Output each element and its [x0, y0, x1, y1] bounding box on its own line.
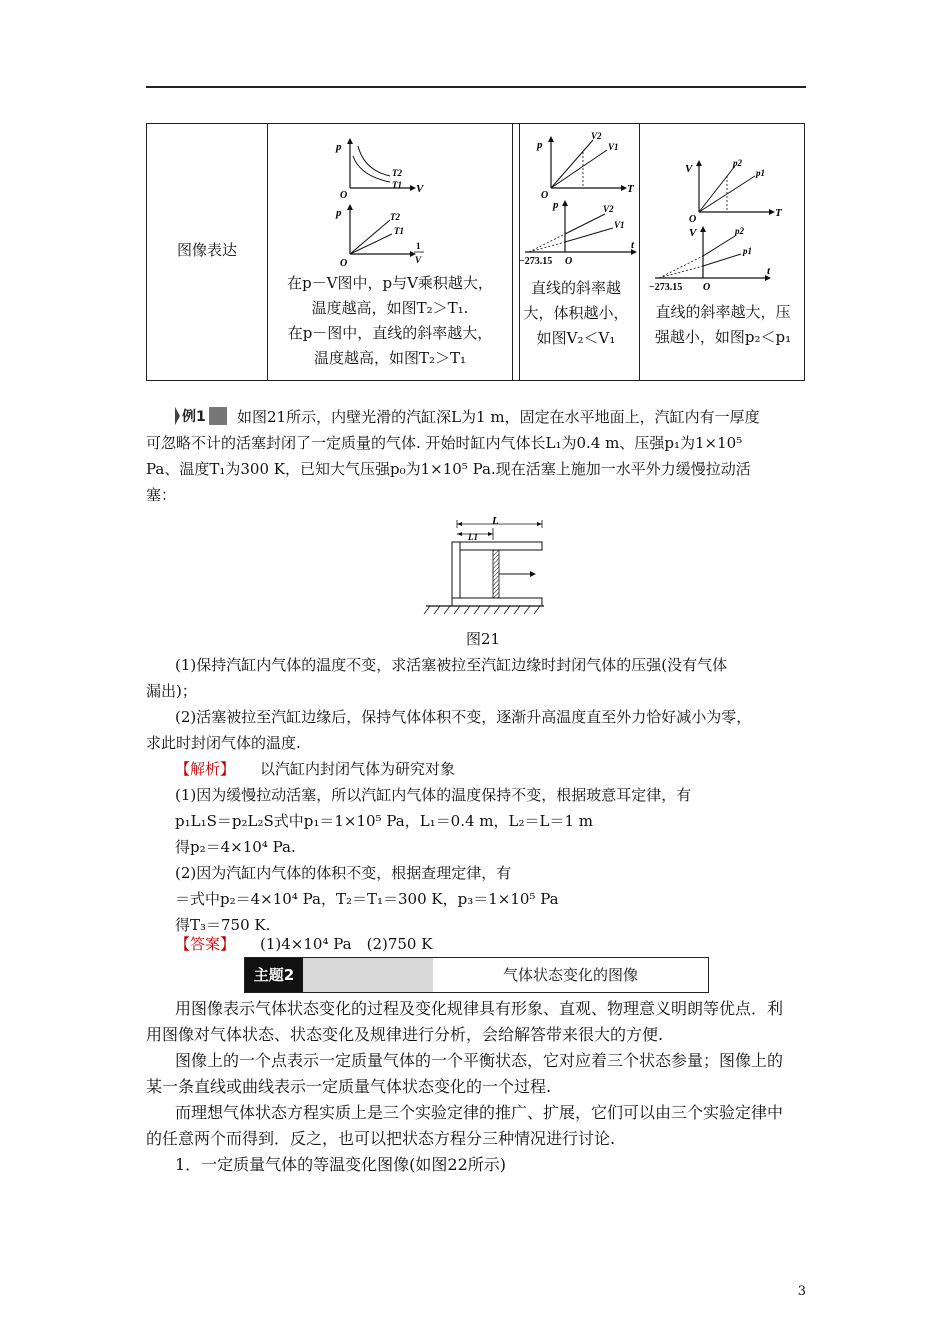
- example-line: Pa、温度T₁为300 K，已知大气压强p₀为1×10⁵ Pa.现在活塞上施加一水平外力缓慢拉动活: [146, 460, 751, 478]
- axis-x-numerator: 1: [416, 241, 421, 251]
- axis-x-label: T: [775, 207, 782, 219]
- origin-label: O: [703, 282, 711, 292]
- example-line: 如图21所示，内壁光滑的汽缸深L为1 m，固定在水平地面上，汽缸内有一厚度: [237, 408, 760, 426]
- axis-y-label: p: [553, 199, 559, 211]
- curve-label: p2: [733, 158, 742, 168]
- axis-x-label: T: [627, 183, 634, 195]
- example-line: 可忽略不计的活塞封闭了一定质量的气体. 开始时缸内气体长L₁为0.4 m、压强p₁为1×10⁵: [146, 434, 743, 452]
- curve-label: V1: [608, 142, 619, 152]
- origin-label: O: [340, 190, 348, 198]
- body-line: 的任意两个而得到．反之，也可以把状态方程分三种情况进行讨论.: [146, 1129, 616, 1148]
- vt-isobar-graph: [677, 154, 782, 226]
- theme-header: [244, 957, 709, 993]
- p-invv-graph: [332, 202, 432, 270]
- body-line: 而理想气体状态方程实质上是三个实验定律的推广、扩展，它们可以由三个实验定律中: [175, 1103, 784, 1122]
- figure-caption: 图21: [466, 630, 501, 648]
- row-label: 图像表达: [176, 241, 237, 259]
- solution-tag: 【解析】: [175, 760, 236, 778]
- body-line: 1．一定质量气体的等温变化图像(如图22所示): [175, 1155, 507, 1174]
- comparison-table: [146, 123, 805, 381]
- neg-intercept-label: −273.15: [649, 282, 683, 292]
- solution-line: (1)因为缓慢拉动活塞，所以汽缸内气体的温度保持不变，根据玻意耳定律，有: [175, 786, 692, 804]
- pt-isochore-graph: [529, 128, 634, 200]
- answer-tag: 【答案】: [175, 935, 236, 953]
- vt-celsius-graph: [647, 220, 777, 292]
- answer-text: (1)4×10⁴ Pa (2)750 K: [260, 935, 433, 953]
- cylinder-figure: [420, 514, 550, 620]
- example-badge: [175, 405, 227, 427]
- question-2-cont: 求此时封闭气体的温度.: [146, 734, 301, 752]
- origin-label: O: [541, 190, 549, 200]
- curve-label: T2: [390, 212, 400, 222]
- axis-x-label: t: [767, 265, 771, 277]
- neg-intercept-label: −273.15: [519, 256, 553, 266]
- pv-isotherm-graph: [332, 136, 432, 198]
- theme-tag: 主题2: [245, 958, 303, 992]
- curve-label: T1: [394, 226, 404, 236]
- question-2: (2)活塞被拉至汽缸边缘后，保持气体体积不变，逐渐升高温度直至外力恰好减小为零，: [175, 708, 752, 726]
- axis-y-label: p: [336, 207, 342, 219]
- pt-celsius-graph: [519, 194, 641, 266]
- curve-label: p2: [735, 226, 744, 236]
- theme-band: [303, 958, 433, 992]
- curve-label: V1: [614, 220, 625, 230]
- solution-line: p₁L₁S＝p₂L₂S式中p₁＝1×10⁵ Pa，L₁＝0.4 m，L₂＝L＝1 m: [175, 812, 593, 830]
- body-line: 用图像表示气体状态变化的过程及变化规律具有形象、直观、物理意义明朗等优点．利: [175, 999, 784, 1018]
- solution-line: ＝式中p₂＝4×10⁴ Pa，T₂＝T₁＝300 K，p₃＝1×10⁵ Pa: [175, 890, 559, 908]
- origin-label: O: [689, 214, 697, 225]
- curve-label: T2: [392, 168, 402, 178]
- svg-text:例1: 例1: [182, 409, 206, 425]
- col3-text: 直线的斜率越大，压 强越小，如图p₂＜p₁: [654, 303, 792, 346]
- col2-text: 直线的斜率越 大，体积越小， 如图V₂＜V₁: [523, 279, 629, 347]
- curve-label: T1: [392, 180, 402, 190]
- question-1-cont: 漏出)；: [146, 682, 197, 700]
- col1-text: 在p－V图中，p与V乘积越大， 温度越高，如图T₂＞T₁. 在p－图中，直线的斜率越大， 温度越高，如图T₂＞T₁: [287, 274, 493, 367]
- question-1: (1)保持汽缸内气体的温度不变，求活塞被拉至汽缸边缘时封闭气体的压强(没有气体: [175, 656, 728, 674]
- curve-label: V2: [591, 131, 602, 141]
- theme-title: 气体状态变化的图像: [502, 966, 638, 984]
- axis-x-denominator: V: [415, 255, 422, 265]
- axis-y-label: p: [537, 139, 543, 151]
- body-line: 图像上的一个点表示一定质量气体的一个平衡状态，它对应着三个状态参量；图像上的: [175, 1051, 784, 1070]
- axis-x-label: t: [631, 239, 635, 251]
- curve-label: V2: [603, 204, 614, 214]
- solution-line: (2)因为汽缸内气体的体积不变，根据查理定律，有: [175, 864, 512, 882]
- header-rule: [146, 86, 806, 88]
- example-line: 塞：: [146, 486, 177, 504]
- solution-line: 得T₃＝750 K.: [175, 916, 271, 934]
- solution-line: 得p₂＝4×10⁴ Pa.: [175, 838, 296, 856]
- curve-label: p1: [743, 246, 752, 256]
- axis-y-label: p: [336, 141, 342, 153]
- origin-label: O: [340, 258, 348, 269]
- body-line: 某一条直线或曲线表示一定质量气体状态变化的一个过程.: [146, 1077, 552, 1096]
- axis-y-label: V: [685, 163, 693, 175]
- body-line: 用图像对气体状态、状态变化及规律进行分析，会给解答带来很大的方便.: [146, 1025, 664, 1044]
- solution-intro: 以汽缸内封闭气体为研究对象: [260, 760, 456, 778]
- curve-label: p1: [756, 168, 765, 178]
- axis-x-label: V: [416, 183, 424, 195]
- page-number: 3: [797, 1284, 806, 1299]
- length-l1-label: L1: [468, 532, 478, 542]
- axis-y-label: V: [689, 227, 697, 239]
- length-label: L: [492, 515, 499, 527]
- origin-label: O: [565, 256, 573, 266]
